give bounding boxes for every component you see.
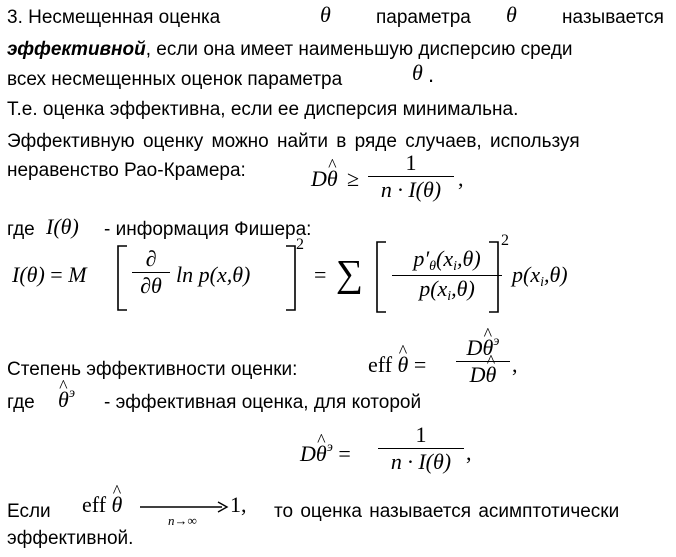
rao-cramer-lhs: D^ θ — [311, 166, 338, 192]
term-efficient: эффективной — [7, 39, 146, 60]
density-term: $p(x_i,\theta)$ — [512, 262, 568, 290]
right-bracket — [284, 244, 298, 312]
line-7-prefix: где — [7, 219, 35, 240]
equals-sign: = — [314, 262, 327, 287]
exponent: 2 — [296, 236, 304, 253]
log-likelihood: ln p(x,θ) — [176, 262, 251, 287]
period: . — [428, 62, 435, 87]
left-bracket — [374, 240, 388, 314]
line-9-suffix: - эффективная оценка, для которой — [104, 392, 422, 413]
arrow-icon — [138, 500, 230, 514]
line-6: неравенство Рао-Крамера: — [7, 160, 246, 181]
efficiency-lhs: eff ^ θ = — [368, 352, 426, 378]
efficient-variance-fraction: 1 n · I(θ) — [378, 422, 464, 475]
limit-value: 1, — [230, 492, 247, 517]
comma: , — [466, 440, 472, 465]
theta-hat: ^ θ — [327, 166, 338, 192]
right-bracket — [487, 240, 501, 314]
fisher-I: I(θ) — [46, 214, 79, 239]
theta-symbol: θ — [506, 2, 517, 27]
numerator: 1 — [405, 150, 417, 175]
limit-expression: eff ^ θ — [82, 492, 122, 518]
arrow-label: n→∞ — [168, 513, 197, 528]
score-fraction: $p'_\theta(x_i,\theta)$ $p(x_i,\theta)$ — [392, 246, 502, 305]
sum-sign: ∑ — [336, 253, 364, 295]
efficient-variance-lhs: D^ $\theta^э$ = — [300, 440, 351, 467]
efficient-estimate: ^ $\theta^э$ — [58, 386, 75, 413]
line-2 — [7, 38, 573, 62]
line-3: всех несмещенных оценок параметра — [7, 69, 343, 90]
line-1-prefix: 3. Несмещенная оценка — [7, 7, 221, 28]
theta-symbol: θ — [412, 60, 423, 85]
left-bracket — [115, 244, 129, 312]
efficiency-fraction: D^ $\theta^э$ D^ θ — [456, 334, 510, 388]
comma: , — [512, 352, 518, 377]
line-7-suffix: - информация Фишера: — [104, 219, 312, 240]
line-9-prefix: где — [7, 392, 35, 413]
denominator: n · I(θ) — [380, 177, 442, 202]
line-10-prefix: Если — [7, 501, 51, 522]
line-2-rest: , если она имеет наименьшую дисперсию среди — [145, 39, 573, 60]
partial-fraction: ∂ ∂θ — [132, 246, 170, 299]
line-8: Степень эффективности оценки: — [7, 359, 298, 380]
line-5: Эффективную оценку можно найти в ряде случаев, используя — [7, 131, 580, 152]
line-1-param: параметра — [376, 7, 471, 28]
line-11: эффективной. — [7, 528, 134, 549]
geq-sign: ≥ — [347, 166, 360, 191]
line-10-suffix: то оценка называется асимптотически — [274, 501, 620, 522]
exponent: 2 — [501, 232, 509, 249]
line-1-called: называется — [562, 7, 664, 28]
line-4: Т.е. оценка эффективна, если ее дисперсия минимальна. — [7, 99, 519, 120]
rao-cramer-fraction — [368, 150, 454, 203]
comma: , — [458, 166, 464, 191]
theta-symbol: θ — [320, 2, 331, 27]
fisher-lhs: I(θ) = M — [12, 262, 87, 287]
